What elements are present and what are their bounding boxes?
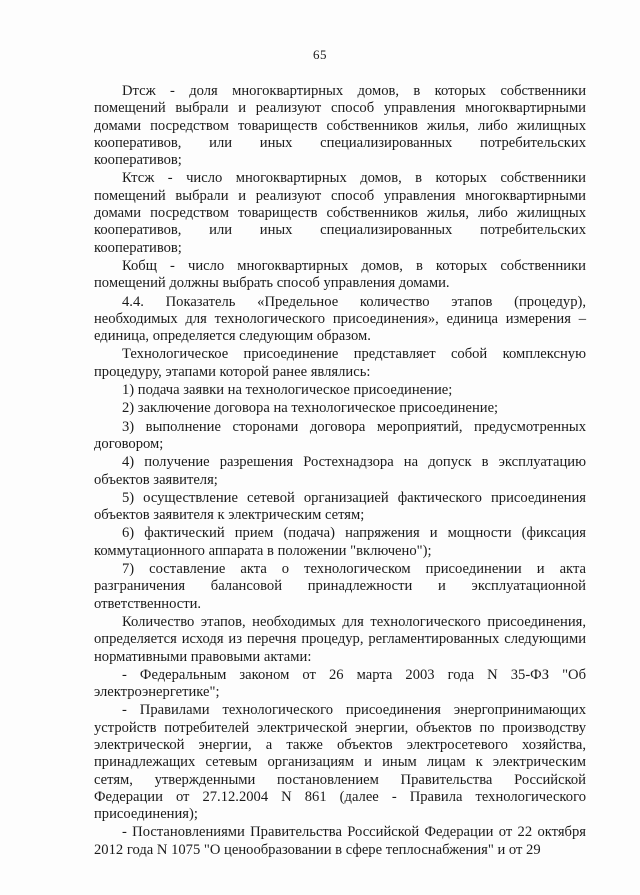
paragraph-stage-6 xyxy=(94,525,586,560)
text-line: электрической энергии, а также объектов электросетевого хозяйства, xyxy=(94,736,586,753)
text-line: принадлежащих сетевым организациям и иным лицам к электрическим xyxy=(94,754,586,771)
text-line: 1) подача заявки на технологическое присоединение; xyxy=(122,382,453,399)
document-body xyxy=(94,83,586,859)
text-line: определяется исходя из перечня процедур, регламентированных следующими xyxy=(94,631,586,648)
paragraph-stage-count xyxy=(94,614,586,666)
paragraph-stage-3 xyxy=(94,419,586,454)
text-line: домами посредством товариществ собственников жилья, либо жилищных xyxy=(94,117,586,134)
paragraph-resolutions-1075 xyxy=(94,824,586,859)
paragraph-stage-5 xyxy=(94,490,586,525)
paragraph-indicator-4-4 xyxy=(94,294,586,346)
text-line: присоединения); xyxy=(94,806,198,823)
text-line: кооперативов, или иных специализированных потребительских xyxy=(94,134,586,151)
text-line: необходимых для технологического присоединения», единица измерения – xyxy=(94,310,586,327)
text-line: нормативными правовыми актами: xyxy=(94,648,312,665)
text-line: - Федеральным законом от 26 марта 2003 года N 35-ФЗ "Об xyxy=(122,666,586,683)
text-line: единица, определяется следующим образом. xyxy=(94,328,371,345)
text-line: 2) заключение договора на технологическое присоединение; xyxy=(122,400,499,417)
text-line: 6) фактический прием (подача) напряжения и мощности (фиксация xyxy=(122,525,586,542)
text-line: Ктсж - число многоквартирных домов, в которых собственники xyxy=(122,170,586,187)
text-line: электроэнергетике"; xyxy=(94,684,220,701)
text-line: Технологическое присоединение представляет собой комплексную xyxy=(122,346,586,363)
text-line: Федерации от 27.12.2004 N 861 (далее - Правила технологического xyxy=(94,788,586,805)
paragraph-ktszh xyxy=(94,170,586,256)
text-line: разграничения балансовой принадлежности и эксплуатационной xyxy=(94,578,586,595)
text-line: - Правилами технологического присоединения энергопринимающих xyxy=(122,702,586,719)
text-line: помещений выбрали и реализуют способ управления многоквартирными xyxy=(94,100,586,117)
text-line: Количество этапов, необходимых для технологического присоединения, xyxy=(122,613,586,630)
paragraph-rules-861 xyxy=(94,702,586,823)
text-line: ответственности. xyxy=(94,595,202,612)
text-line: устройств потребителей электрической энергии, объектов по производству xyxy=(94,719,586,736)
text-line: 7) составление акта о технологическом присоединении и акта xyxy=(122,561,586,578)
text-line: 5) осуществление сетевой организацией фактического присоединения xyxy=(122,489,586,506)
text-line: 4) получение разрешения Ростехнадзора на допуск в эксплуатацию xyxy=(122,454,586,471)
page-number: 65 xyxy=(313,47,327,62)
paragraph-stage-7 xyxy=(94,561,586,613)
paragraph-stage-4 xyxy=(94,454,586,489)
paragraph-kobshch xyxy=(94,258,586,293)
text-line: 3) выполнение сторонами договора мероприятий, предусмотренных xyxy=(122,418,586,435)
paragraph-stage-1 xyxy=(94,382,586,399)
text-line: 2012 года N 1075 "О ценообразовании в сфере теплоснабжения" и от 29 xyxy=(94,841,541,858)
text-line: кооперативов, или иных специализированных потребительских xyxy=(94,222,586,239)
paragraph-law-35fz xyxy=(94,667,586,702)
text-line: помещений выбрали и реализуют способ управления многоквартирными xyxy=(94,187,586,204)
text-line: объектов заявителя к электрическим сетям; xyxy=(94,507,365,524)
text-line: объектов заявителя; xyxy=(94,471,218,488)
text-line: Dтсж - доля многоквартирных домов, в которых собственники xyxy=(122,83,586,99)
text-line: сетям, утвержденными постановлением Правительства Российской xyxy=(94,771,586,788)
text-line: кооперативов; xyxy=(94,239,182,256)
paragraph-dtszh xyxy=(94,83,586,169)
text-line: 4.4. Показатель «Предельное количество этапов (процедур), xyxy=(122,293,586,310)
text-line: - Постановлениями Правительства Российской Федерации от 22 октября xyxy=(122,824,586,841)
text-line: договором; xyxy=(94,435,164,452)
paragraph-tech-connection-intro xyxy=(94,346,586,381)
text-line: кооперативов; xyxy=(94,152,182,169)
text-line: Кобщ - число многоквартирных домов, в которых собственники xyxy=(122,257,586,274)
text-line: домами посредством товариществ собственников жилья, либо жилищных xyxy=(94,205,586,222)
text-line: помещений должны выбрать способ управления домами. xyxy=(94,275,450,292)
text-line: процедуру, этапами которой ранее являлись: xyxy=(94,363,371,380)
paragraph-stage-2 xyxy=(94,400,586,417)
text-line: коммутационного аппарата в положении "включено"); xyxy=(94,542,432,559)
